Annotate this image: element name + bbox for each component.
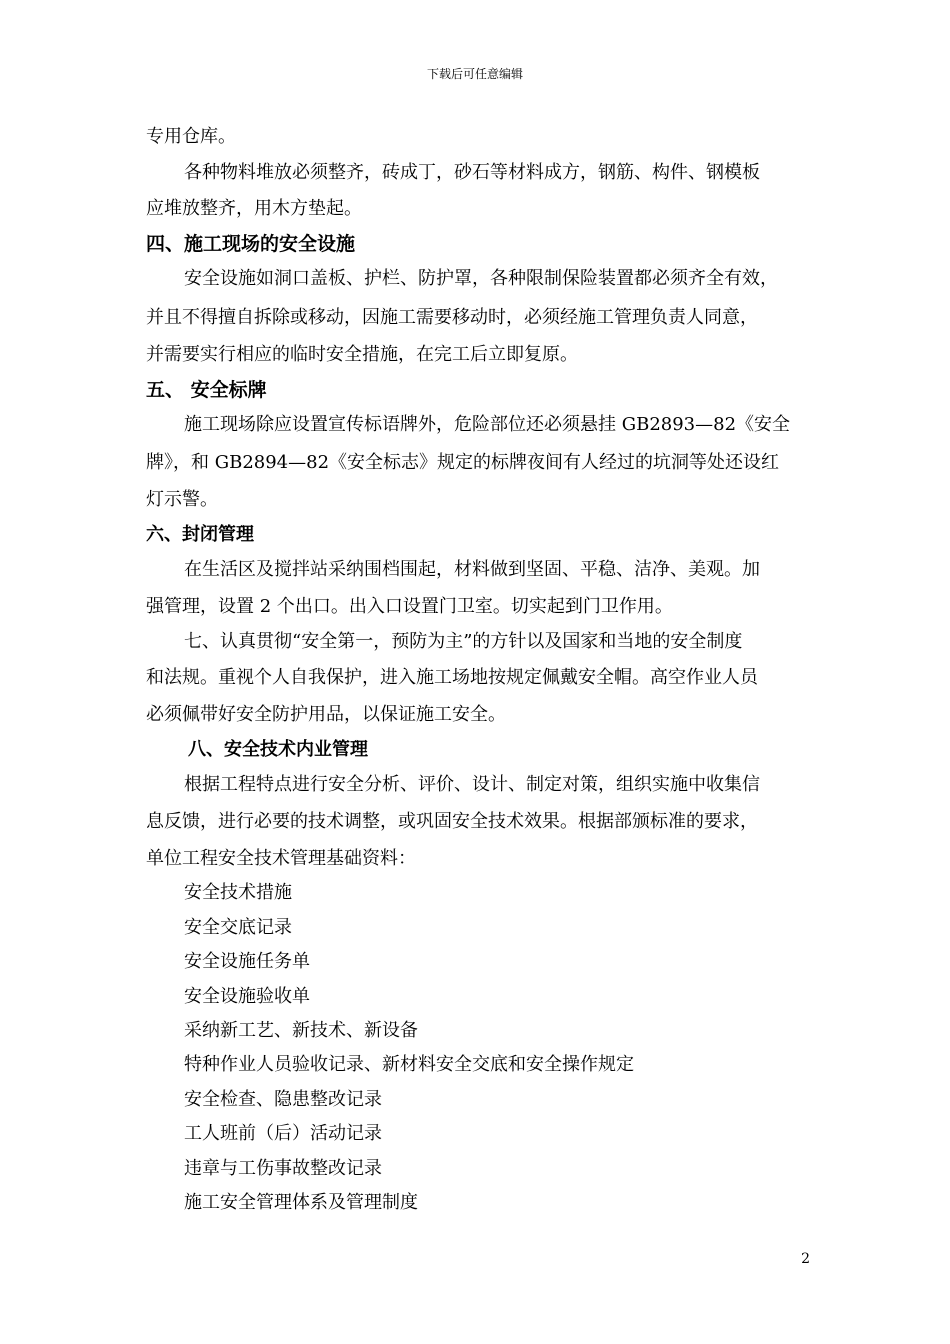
- list-item: 工人班前（后）活动记录: [184, 1123, 382, 1144]
- body-line: 在生活区及搅拌站采纳围档围起，材料做到坚固、平稳、洁净、美观。加: [184, 559, 760, 580]
- list-item: 采纳新工艺、新技术、新设备: [184, 1020, 418, 1041]
- list-item: 安全技术措施: [184, 882, 292, 903]
- body-line: 安全设施如洞口盖板、护栏、防护罩，各种限制保险装置都必须齐全有效，: [184, 268, 778, 289]
- body-line: 牌》，和 GB2894—82《安全标志》规定的标牌夜间有人经过的坑洞等处还设红: [146, 452, 780, 473]
- list-item: 安全设施任务单: [184, 951, 310, 972]
- page-number: 2: [801, 1251, 810, 1267]
- body-line: 各种物料堆放必须整齐，砖成丁，砂石等材料成方，钢筋、构件、钢模板: [184, 162, 760, 183]
- section-heading-six: 六、封闭管理: [146, 524, 254, 545]
- body-line: 灯示警。: [146, 489, 218, 510]
- body-line: 息反馈，进行必要的技术调整，或巩固安全技术效果。根据部颁标准的要求，: [146, 811, 758, 832]
- body-line: 并需要实行相应的临时安全措施，在完工后立即复原。: [146, 344, 578, 365]
- body-line: 并且不得擅自拆除或移动，因施工需要移动时，必须经施工管理负责人同意，: [146, 307, 758, 328]
- list-item: 特种作业人员验收记录、新材料安全交底和安全操作规定: [184, 1054, 634, 1075]
- body-line: 施工现场除应设置宣传标语牌外，危险部位还必须悬挂 GB2893—82《安全: [184, 414, 791, 435]
- section-heading-eight: 八、安全技术内业管理: [188, 739, 368, 760]
- list-item: 安全交底记录: [184, 917, 292, 938]
- section-heading-five: 五、 安全标牌: [146, 379, 267, 401]
- body-line: 七、认真贯彻“安全第一，预防为主”的方针以及国家和当地的安全制度: [184, 631, 743, 652]
- section-heading-four: 四、施工现场的安全设施: [146, 233, 356, 255]
- body-line: 强管理，设置 2 个出口。出入口设置门卫室。切实起到门卫作用。: [146, 596, 673, 617]
- body-line: 必须佩带好安全防护用品，以保证施工安全。: [146, 704, 506, 725]
- list-item: 安全检查、隐患整改记录: [184, 1089, 382, 1110]
- body-line: 根据工程特点进行安全分析、评价、设计、制定对策，组织实施中收集信: [184, 774, 760, 795]
- page-header: 下载后可任意编辑: [426, 67, 523, 81]
- body-line: 和法规。重视个人自我保护，进入施工场地按规定佩戴安全帽。高空作业人员: [146, 667, 758, 688]
- body-line: 专用仓库。: [146, 126, 236, 147]
- list-item: 安全设施验收单: [184, 986, 310, 1007]
- body-line: 单位工程安全技术管理基础资料：: [146, 848, 416, 869]
- list-item: 违章与工伤事故整改记录: [184, 1158, 382, 1179]
- body-line: 应堆放整齐，用木方垫起。: [146, 198, 362, 219]
- list-item: 施工安全管理体系及管理制度: [184, 1192, 418, 1213]
